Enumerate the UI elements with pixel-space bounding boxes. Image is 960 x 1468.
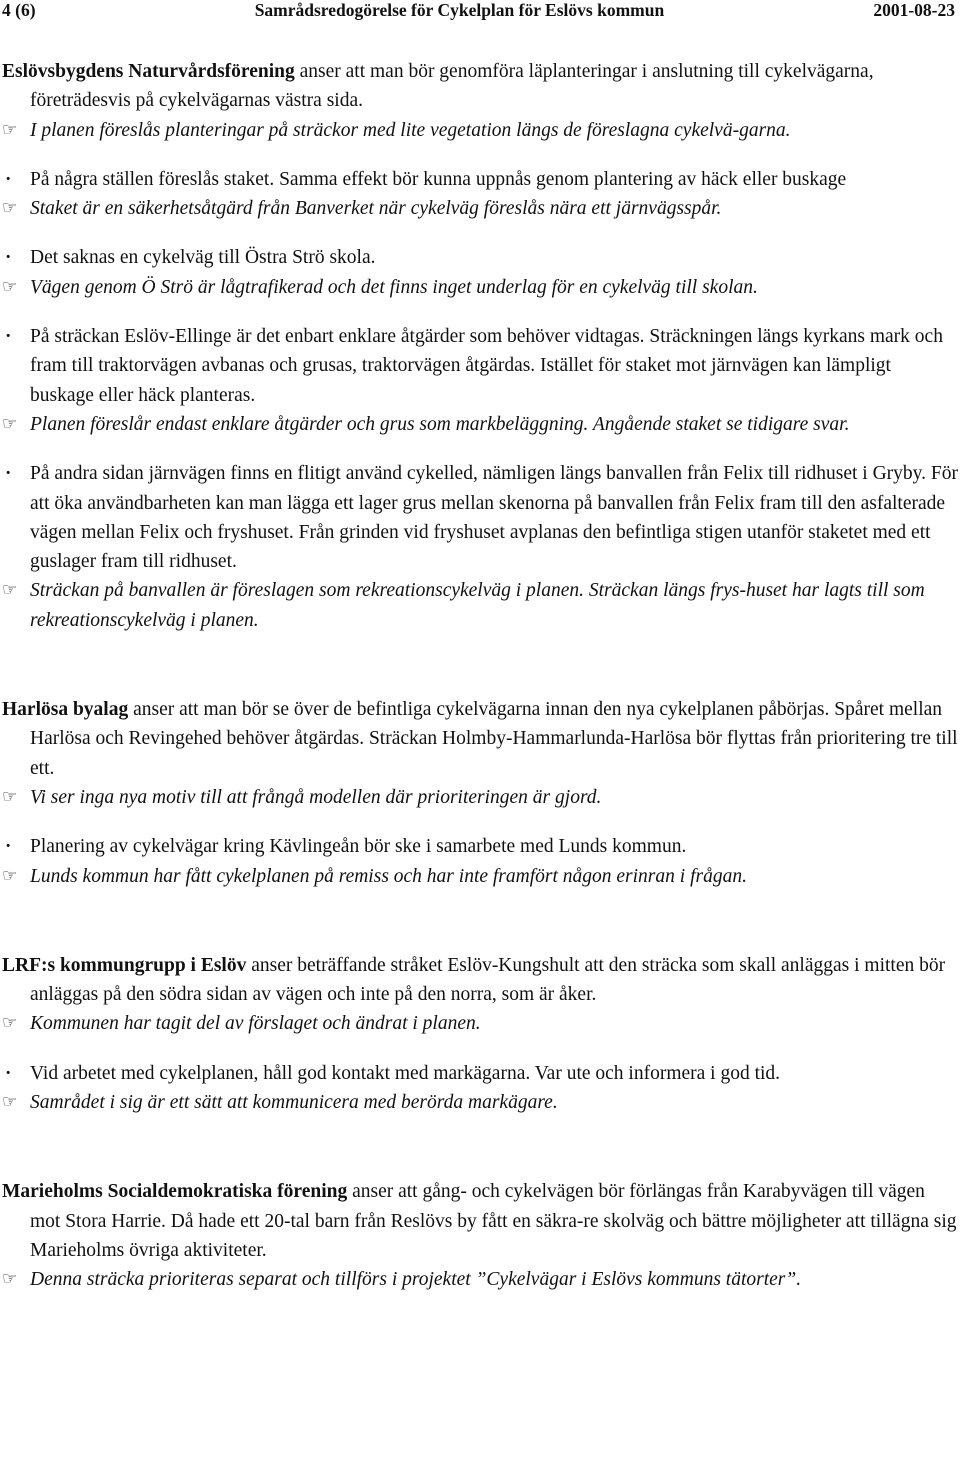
reply-text: Lunds kommun har fått cykelplanen på remiss och har inte framfört någon erinran i frågan. xyxy=(30,865,747,887)
bullet-dot-icon: · xyxy=(5,1062,12,1084)
bullet-dot-icon: · xyxy=(5,463,12,485)
section-intro xyxy=(2,695,958,783)
comment-item xyxy=(2,1059,958,1088)
reply-text: Planen föreslår endast enklare åtgärder och grus som markbeläggning. Angående staket se tidigare svar. xyxy=(30,413,850,435)
comment-text: På sträckan Eslöv-Ellinge är det enbart enklare åtgärder som behöver vidtagas. Sträckningen längs kyrkans mark och fram till traktorvägen avbanas och grusas, traktorvägen åtgärdas. Istället för staket mot järnvägen kan lämpligt buskage eller häck planteras. xyxy=(30,326,943,406)
pointing-hand-icon: ☞ xyxy=(2,276,18,297)
comment-item xyxy=(2,832,958,861)
comment-item xyxy=(2,459,958,576)
pointing-hand-icon: ☞ xyxy=(2,1013,18,1034)
reply-item xyxy=(2,783,958,812)
section-eslovsbygdens xyxy=(2,57,958,635)
reply-item xyxy=(2,273,958,302)
comment-item xyxy=(2,165,958,194)
intro-text: anser att man bör genomföra läplanteringar i anslutning till cykelvägarna, företrädesvis på cykelvägarnas västra sida. xyxy=(30,61,874,112)
bullet-dot-icon: · xyxy=(5,168,12,190)
comment-text: Planering av cykelvägar kring Kävlingeån bör ske i samarbete med Lunds kommun. xyxy=(30,836,687,858)
pointing-hand-icon: ☞ xyxy=(2,1269,18,1290)
organization-name: Marieholms Socialdemokratiska förening xyxy=(2,1181,348,1203)
bullet-dot-icon: · xyxy=(5,247,12,269)
pointing-hand-icon: ☞ xyxy=(2,580,18,601)
comment-item xyxy=(2,243,958,272)
intro-text: anser beträffande stråket Eslöv-Kungshult att den sträcka som skall anläggas i mitten bör anläggas på den södra sidan av vägen och inte på den norra, som är åker. xyxy=(30,954,946,1006)
section-intro xyxy=(2,1177,958,1265)
section-lrf xyxy=(2,951,958,1117)
reply-item xyxy=(2,1265,958,1294)
pointing-hand-icon: ☞ xyxy=(2,413,18,434)
section-harlosa xyxy=(2,695,958,891)
reply-text: Samrådet i sig är ett sätt att kommunicera med berörda markägare. xyxy=(30,1092,558,1114)
reply-item xyxy=(2,116,958,145)
page-number: 4 (6) xyxy=(2,0,36,20)
reply-item xyxy=(2,1009,958,1038)
page-header xyxy=(2,0,955,22)
organization-name: Eslövsbygdens Naturvårdsförening xyxy=(2,61,295,82)
section-marieholms xyxy=(2,1177,958,1294)
reply-item xyxy=(2,862,958,891)
reply-text: Vi ser inga nya motiv till att frångå modellen där prioriteringen är gjord. xyxy=(30,786,602,808)
section-intro xyxy=(2,951,958,1010)
reply-item xyxy=(2,1088,958,1117)
intro-text: anser att gång- och cykelvägen bör förlängas från Karabyvägen till vägen mot Stora Harrie. Då hade ett 20-tal barn från Reslövs by fått en säkra-re skolväg och bättre möjligheter att tillägna sig Marieholms övriga aktiviteter. xyxy=(30,1181,957,1261)
comment-item xyxy=(2,322,958,410)
document-date: 2001-08-23 xyxy=(873,0,955,20)
intro-text: anser att man bör se över de befintliga cykelvägarna innan den nya cykelplanen påbörjas. Spåret mellan Harlösa och Revingehed behöver åtgärdas. Sträckan Holmby-Hammarlunda-Harlösa bör flyttas från prioritering tre till ett. xyxy=(30,699,958,779)
pointing-hand-icon: ☞ xyxy=(2,198,18,219)
bullet-dot-icon: · xyxy=(5,326,12,348)
pointing-hand-icon: ☞ xyxy=(2,865,18,886)
pointing-hand-icon: ☞ xyxy=(2,1092,18,1113)
reply-item xyxy=(2,576,958,635)
comment-text: På några ställen föreslås staket. Samma effekt bör kunna uppnås genom plantering av häck eller buskage xyxy=(30,168,847,190)
reply-text: I planen föreslås planteringar på sträckor med lite vegetation längs de föreslagna cykelvä-garna. xyxy=(30,119,791,141)
reply-item xyxy=(2,410,958,439)
comment-text: Vid arbetet med cykelplanen, håll god kontakt med markägarna. Var ute och informera i god tid. xyxy=(30,1062,781,1084)
reply-item xyxy=(2,194,958,223)
document-title: Samrådsredogörelse för Cykelplan för Eslövs kommun xyxy=(254,0,665,20)
comment-text: Det saknas en cykelväg till Östra Strö skola. xyxy=(30,247,376,269)
document-body xyxy=(2,57,958,1295)
organization-name: LRF:s kommungrupp i Eslöv xyxy=(2,954,247,976)
reply-text: Denna sträcka prioriteras separat och tillförs i projektet ”Cykelvägar i Eslövs kommuns tätorter”. xyxy=(30,1269,802,1291)
pointing-hand-icon: ☞ xyxy=(2,119,18,140)
pointing-hand-icon: ☞ xyxy=(2,786,18,807)
bullet-dot-icon: · xyxy=(5,836,12,858)
reply-text: Staket är en säkerhetsåtgärd från Banverket när cykelväg föreslås nära ett järnvägsspår. xyxy=(30,198,722,220)
reply-text: Vägen genom Ö Strö är lågtrafikerad och det finns inget underlag för en cykelväg till skolan. xyxy=(30,276,758,298)
reply-text: Kommunen har tagit del av förslaget och ändrat i planen. xyxy=(30,1013,481,1035)
section-intro xyxy=(2,57,958,116)
reply-text: Sträckan på banvallen är föreslagen som rekreationscykelväg i planen. Sträckan längs frys-huset har lagts till som rekreationscykelväg i planen. xyxy=(30,580,925,631)
organization-name: Harlösa byalag xyxy=(2,699,129,721)
comment-text: På andra sidan järnvägen finns en flitigt använd cykelled, nämligen längs banvallen från Felix till ridhuset i Gryby. För att öka användbarheten kan man lägga ett lager grus mellan skenorna på banvallen från Felix fram till den asfalterade vägen mellan Felix och fryshuset. Från grinden vid fryshuset avplanas den befintliga stigen utanför staketet med ett guslager fram till ridhuset. xyxy=(30,463,959,573)
